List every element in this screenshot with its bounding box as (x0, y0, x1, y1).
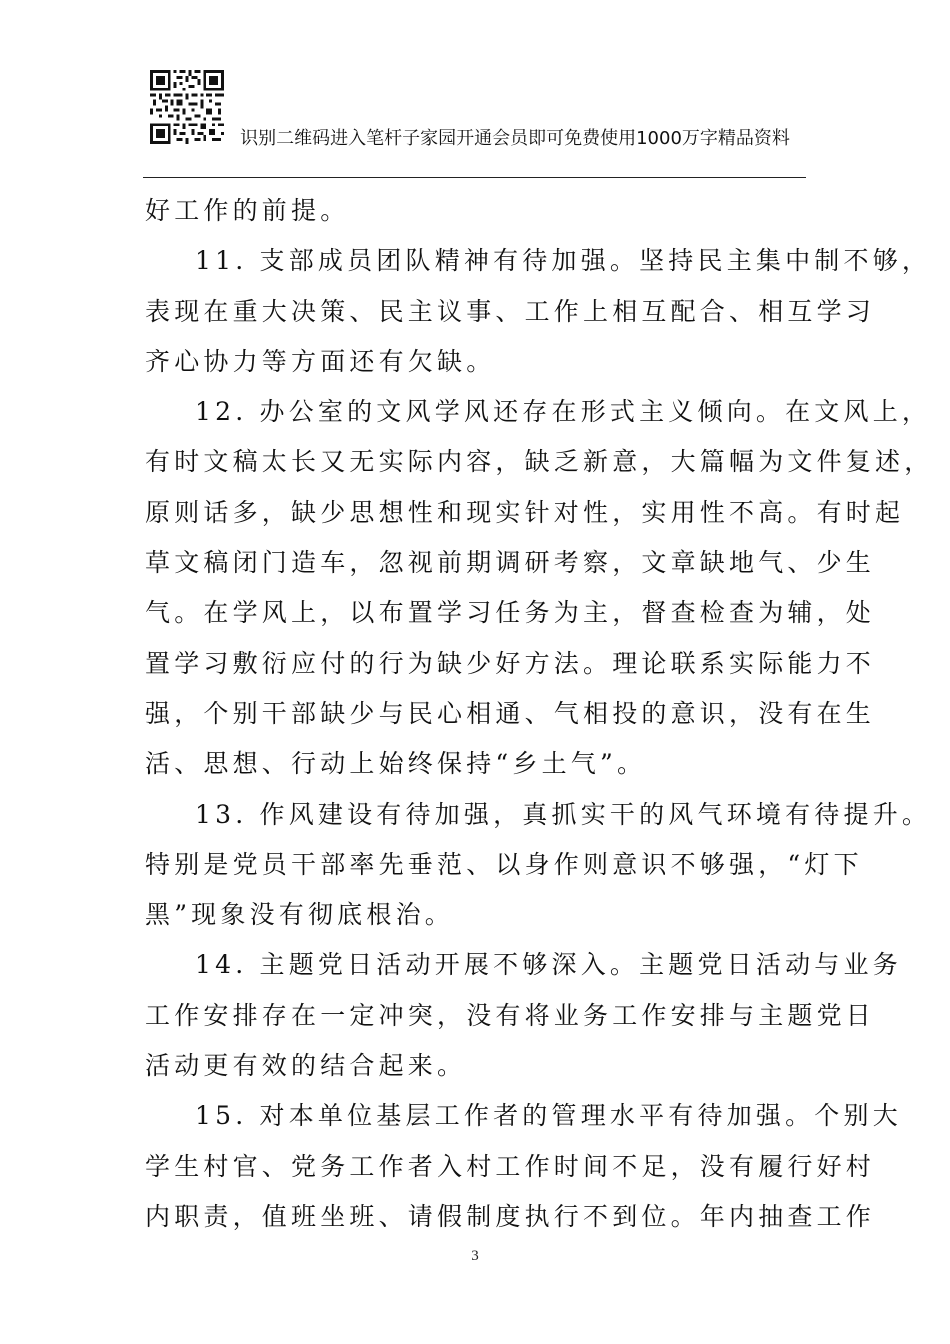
text-line: 学生村官、党务工作者入村工作时间不足，没有履行好村 (145, 1151, 876, 1181)
text-line: 好工作的前提。 (145, 196, 350, 225)
text-line: 齐心协力等方面还有欠缺。 (145, 346, 496, 376)
page-number: 3 (471, 1248, 479, 1264)
text-line: 11. 支部成员团队精神有待加强。坚持民主集中制不够， (195, 246, 932, 276)
text-line: 有时文稿太长又无实际内容，缺乏新意，大篇幅为文件复述， (145, 447, 934, 477)
header-divider (143, 177, 806, 178)
text-line: 置学习敷衍应付的行为缺少好方法。理论联系实际能力不 (145, 648, 876, 678)
qr-code-icon (150, 70, 224, 144)
text-line: 表现在重大决策、民主议事、工作上相互配合、相互学习 (145, 296, 876, 326)
text-line: 内职责，值班坐班、请假制度执行不到位。年内抽查工作 (145, 1201, 876, 1231)
text-line: 特别是党员干部率先垂范、以身作则意识不够强，“灯下 (145, 849, 863, 879)
text-line: 活、思想、行动上始终保持“乡土气”。 (145, 749, 647, 779)
text-line: 15. 对本单位基层工作者的管理水平有待加强。个别大 (195, 1101, 902, 1131)
text-line: 14. 主题党日活动开展不够深入。主题党日活动与业务 (195, 950, 902, 980)
text-line: 草文稿闭门造车，忽视前期调研考察，文章缺地气、少生 (145, 548, 876, 578)
text-line: 13. 作风建设有待加强，真抓实干的风气环境有待提升。 (195, 799, 932, 829)
text-line: 原则话多，缺少思想性和现实针对性，实用性不高。有时起 (145, 497, 905, 527)
text-line: 强，个别干部缺少与民心相通、气相投的意识，没有在生 (145, 698, 876, 728)
text-line: 气。在学风上，以布置学习任务为主，督查检查为辅，处 (145, 598, 876, 628)
text-line: 12. 办公室的文风学风还存在形式主义倾向。在文风上， (195, 397, 932, 427)
text-line: 活动更有效的结合起来。 (145, 1051, 467, 1081)
header-promo-text: 识别二维码进入笔杆子家园开通会员即可免费使用1000万字精品资料 (240, 128, 790, 149)
text-line: 黑”现象没有彻底根治。 (145, 900, 454, 930)
document-body (145, 186, 934, 1242)
text-line: 工作安排存在一定冲突，没有将业务工作安排与主题党日 (145, 1000, 876, 1030)
